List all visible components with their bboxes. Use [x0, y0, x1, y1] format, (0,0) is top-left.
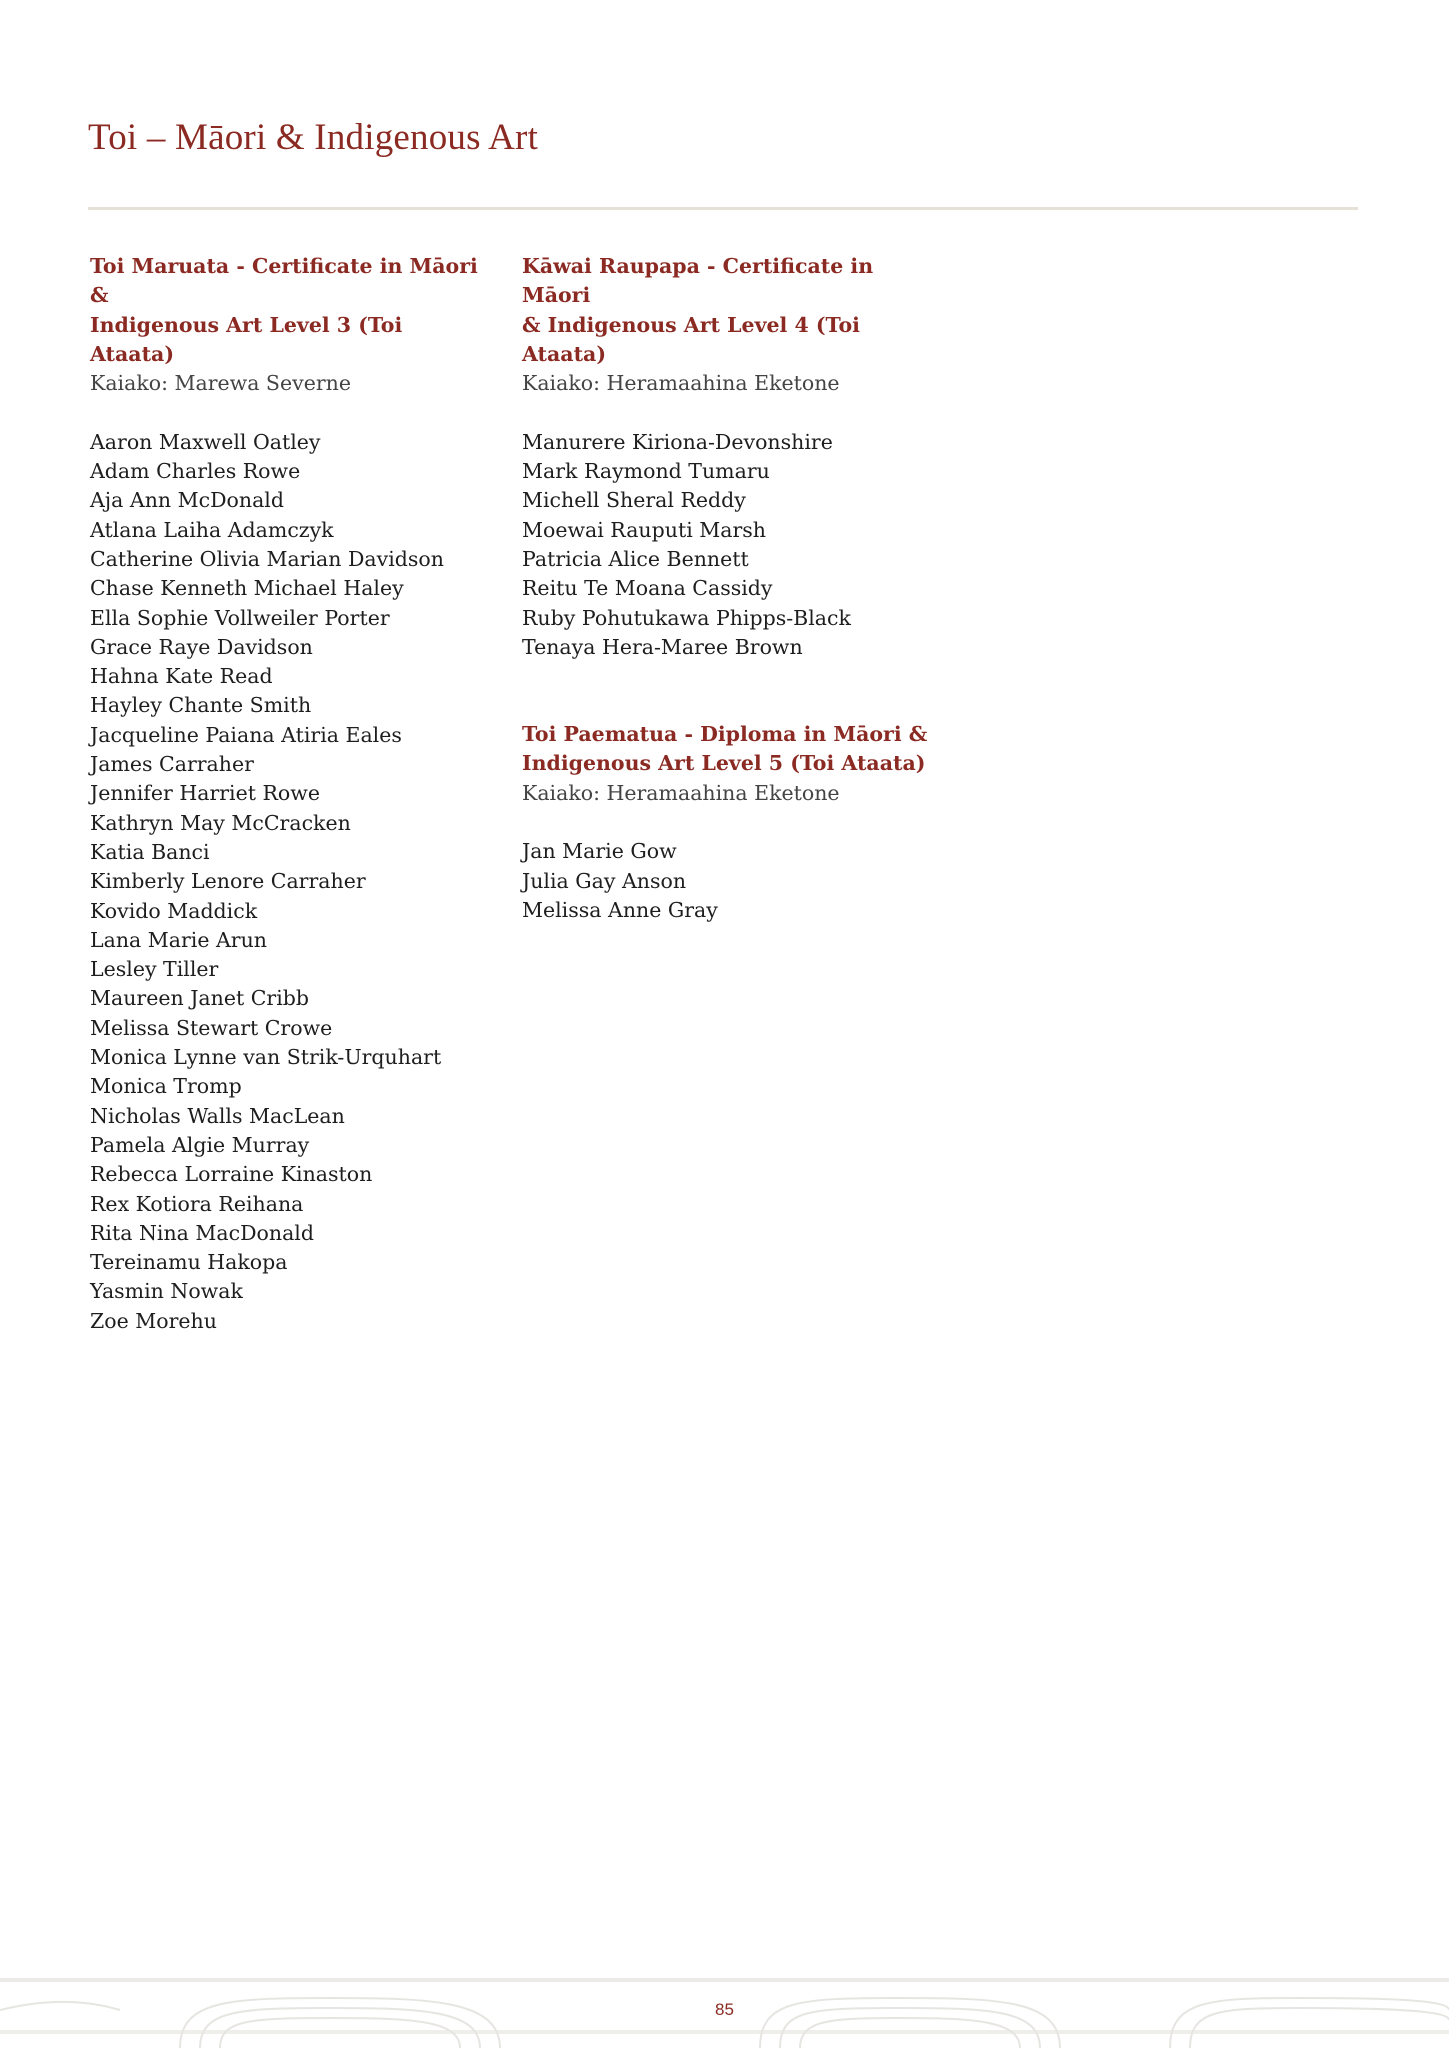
student-name: Rex Kotiora Reihana	[90, 1191, 304, 1216]
course-title-line2: & Indigenous Art Level 4 (Toi Ataata)	[522, 312, 860, 366]
course-tutor: Kaiako: Heramaahina Eketone	[522, 371, 840, 396]
course-title-line1: Kāwai Raupapa - Certificate in Māori	[522, 254, 874, 308]
student-name: Grace Raye Davidson	[90, 634, 313, 659]
title-divider	[88, 207, 1358, 210]
course-title-line1: Toi Paematua - Diploma in Māori &	[522, 722, 928, 747]
student-name: Jacqueline Paiana Atiria Eales	[90, 722, 402, 747]
student-name: Catherine Olivia Marian Davidson	[90, 546, 444, 571]
column-left	[90, 252, 490, 1394]
student-name: Atlana Laiha Adamczyk	[90, 517, 334, 542]
course-title-line2: Indigenous Art Level 3 (Toi Ataata)	[90, 312, 403, 366]
student-name: Jennifer Harriet Rowe	[90, 781, 320, 806]
course-title-line2: Indigenous Art Level 5 (Toi Ataata)	[522, 751, 926, 776]
student-name: Lesley Tiller	[90, 957, 219, 982]
student-name: Jan Marie Gow	[522, 839, 677, 864]
student-name: Hahna Kate Read	[90, 664, 273, 689]
student-name: Rita Nina MacDonald	[90, 1220, 314, 1245]
student-list	[90, 428, 490, 1336]
course-tutor: Kaiako: Marewa Severne	[90, 371, 351, 396]
course-title	[522, 252, 942, 369]
student-name: Moewai Rauputi Marsh	[522, 517, 767, 542]
student-name: Pamela Algie Murray	[90, 1132, 310, 1157]
course-title	[90, 252, 490, 369]
course-toi-paematua	[522, 720, 942, 925]
student-name: Monica Lynne van Strik-Urquhart	[90, 1045, 442, 1070]
student-name: Rebecca Lorraine Kinaston	[90, 1162, 373, 1187]
student-name: Nicholas Walls MacLean	[90, 1103, 345, 1128]
student-list	[522, 428, 942, 662]
student-name: Monica Tromp	[90, 1074, 242, 1099]
student-name: Mark Raymond Tumaru	[522, 459, 770, 484]
student-name: Melissa Anne Gray	[522, 897, 718, 922]
course-toi-maruata	[90, 252, 490, 1336]
student-name: Reitu Te Moana Cassidy	[522, 576, 773, 601]
page-title: Toi – Māori & Indigenous Art	[88, 117, 539, 158]
student-name: Adam Charles Rowe	[90, 459, 301, 484]
student-name: Julia Gay Anson	[522, 868, 687, 893]
student-name: Yasmin Nowak	[90, 1279, 243, 1304]
student-name: Aja Ann McDonald	[90, 488, 284, 513]
column-right	[522, 252, 942, 983]
student-name: Chase Kenneth Michael Haley	[90, 576, 404, 601]
student-name: Lana Marie Arun	[90, 927, 268, 952]
course-kawai-raupapa	[522, 252, 942, 662]
student-name: Hayley Chante Smith	[90, 693, 312, 718]
student-name: Manurere Kiriona-Devonshire	[522, 429, 833, 454]
student-name: Tenaya Hera-Maree Brown	[522, 634, 803, 659]
student-name: Michell Sheral Reddy	[522, 488, 746, 513]
student-name: Kathryn May McCracken	[90, 810, 351, 835]
student-name: Zoe Morehu	[90, 1308, 217, 1333]
student-name: Tereinamu Hakopa	[90, 1250, 288, 1275]
student-name: Ella Sophie Vollweiler Porter	[90, 605, 390, 630]
student-name: Maureen Janet Cribb	[90, 986, 310, 1011]
page-number: 85	[715, 2000, 734, 2019]
student-name: Kovido Maddick	[90, 898, 258, 923]
student-name: Melissa Stewart Crowe	[90, 1015, 333, 1040]
student-list	[522, 837, 942, 925]
student-name: Aaron Maxwell Oatley	[90, 429, 321, 454]
student-name: Ruby Pohutukawa Phipps-Black	[522, 605, 851, 630]
student-name: James Carraher	[90, 752, 254, 777]
course-tutor: Kaiako: Heramaahina Eketone	[522, 780, 840, 805]
student-name: Kimberly Lenore Carraher	[90, 869, 366, 894]
student-name: Katia Banci	[90, 839, 210, 864]
course-title	[522, 720, 942, 779]
course-title-line1: Toi Maruata - Certificate in Māori &	[90, 254, 478, 308]
student-name: Patricia Alice Bennett	[522, 546, 749, 571]
